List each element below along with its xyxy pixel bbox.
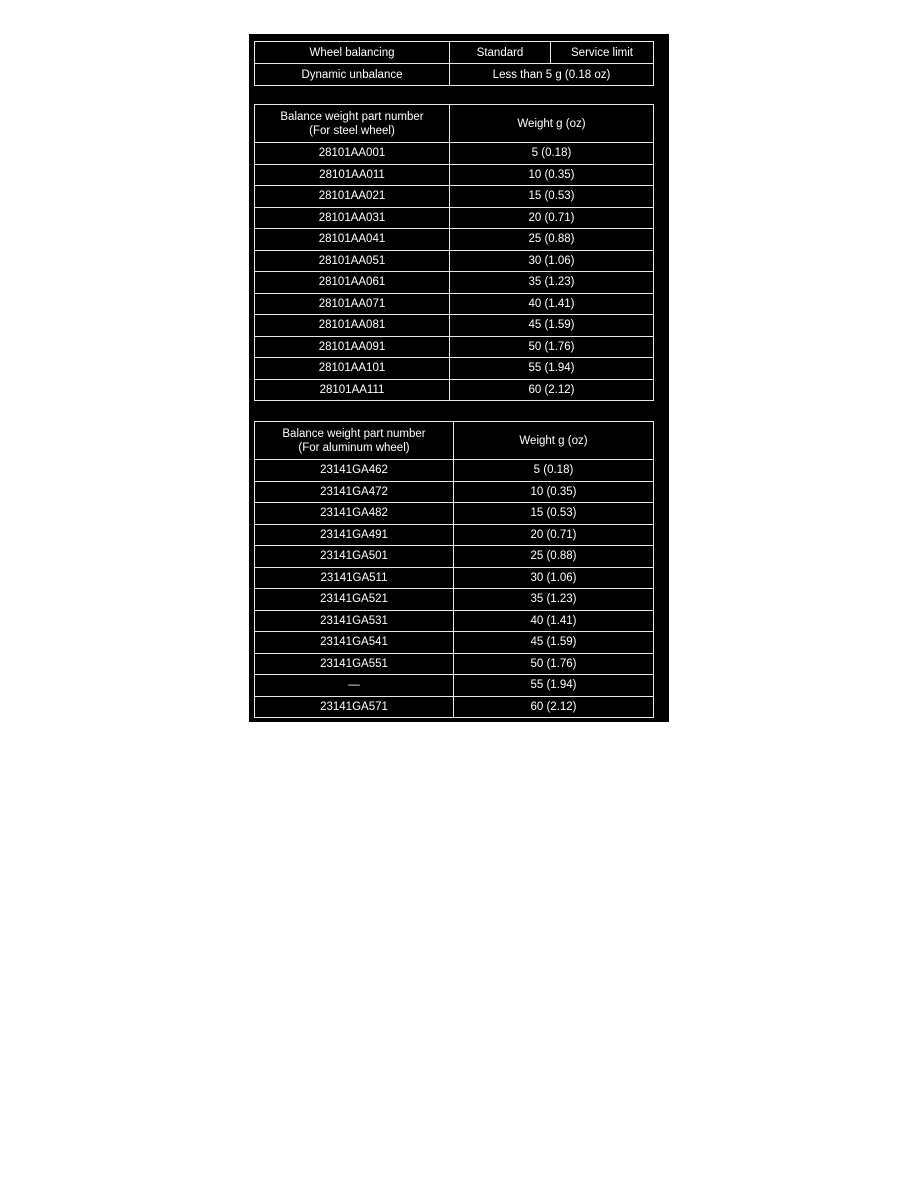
table-header-row	[255, 42, 654, 64]
part-number-cell: —	[255, 675, 454, 697]
weight-cell: 50 (1.76)	[450, 336, 654, 358]
header-wheel-balancing: Wheel balancing	[255, 42, 450, 64]
table-row	[255, 589, 654, 611]
table-row	[255, 610, 654, 632]
part-number-cell: 28101AA091	[255, 336, 450, 358]
part-number-cell: 23141GA462	[255, 460, 454, 482]
table-row	[255, 358, 654, 380]
weight-cell: 40 (1.41)	[450, 293, 654, 315]
part-number-cell: 28101AA001	[255, 143, 450, 165]
table-header-row	[255, 105, 654, 143]
part-number-cell: 28101AA021	[255, 186, 450, 208]
table-row	[255, 696, 654, 718]
weight-cell: 55 (1.94)	[450, 358, 654, 380]
table-row	[255, 675, 654, 697]
weight-cell: 45 (1.59)	[450, 315, 654, 337]
weight-cell: 30 (1.06)	[450, 250, 654, 272]
weight-cell: 55 (1.94)	[454, 675, 654, 697]
table-header-row	[255, 422, 654, 460]
table-row	[255, 186, 654, 208]
table-row	[255, 229, 654, 251]
weight-cell: 40 (1.41)	[454, 610, 654, 632]
weight-cell: 10 (0.35)	[450, 164, 654, 186]
header-part-number-label: Balance weight part number	[280, 110, 424, 123]
table-row	[255, 481, 654, 503]
table-row	[255, 524, 654, 546]
table-row	[255, 546, 654, 568]
header-part-number	[255, 105, 450, 143]
table-row	[255, 64, 654, 86]
part-number-cell: 23141GA531	[255, 610, 454, 632]
wheel-balancing-table	[254, 41, 654, 86]
part-number-cell: 28101AA051	[255, 250, 450, 272]
part-number-cell: 28101AA081	[255, 315, 450, 337]
steel-wheel-weights-table	[254, 104, 654, 401]
aluminum-wheel-weights-table	[254, 421, 654, 718]
part-number-cell: 28101AA031	[255, 207, 450, 229]
part-number-cell: 23141GA491	[255, 524, 454, 546]
header-part-number	[255, 422, 454, 460]
part-number-cell: 23141GA482	[255, 503, 454, 525]
header-standard: Standard	[450, 42, 551, 64]
part-number-cell: 23141GA511	[255, 567, 454, 589]
part-number-cell: 28101AA061	[255, 272, 450, 294]
header-service-limit: Service limit	[551, 42, 654, 64]
part-number-cell: 23141GA501	[255, 546, 454, 568]
table-row	[255, 207, 654, 229]
weight-cell: 20 (0.71)	[454, 524, 654, 546]
weight-cell: 15 (0.53)	[450, 186, 654, 208]
table-row	[255, 379, 654, 401]
table-row	[255, 164, 654, 186]
header-part-number-label: Balance weight part number	[282, 427, 426, 440]
table-row	[255, 336, 654, 358]
part-number-cell: 28101AA011	[255, 164, 450, 186]
weight-cell: 20 (0.71)	[450, 207, 654, 229]
table-row	[255, 272, 654, 294]
table-row	[255, 293, 654, 315]
weight-cell: 60 (2.12)	[450, 379, 654, 401]
weight-cell: 35 (1.23)	[454, 589, 654, 611]
header-part-number-sub: (For aluminum wheel)	[298, 441, 410, 454]
weight-cell: 25 (0.88)	[450, 229, 654, 251]
part-number-cell: 28101AA041	[255, 229, 450, 251]
part-number-cell: 23141GA571	[255, 696, 454, 718]
weight-cell: 50 (1.76)	[454, 653, 654, 675]
weight-cell: 45 (1.59)	[454, 632, 654, 654]
table-row	[255, 567, 654, 589]
table-row	[255, 653, 654, 675]
header-weight: Weight g (oz)	[454, 422, 654, 460]
weight-cell: 10 (0.35)	[454, 481, 654, 503]
table-row	[255, 460, 654, 482]
table-row	[255, 143, 654, 165]
header-part-number-sub: (For steel wheel)	[309, 124, 395, 137]
dynamic-unbalance-label: Dynamic unbalance	[255, 64, 450, 86]
weight-cell: 5 (0.18)	[450, 143, 654, 165]
weight-cell: 5 (0.18)	[454, 460, 654, 482]
table-row	[255, 632, 654, 654]
table-row	[255, 315, 654, 337]
part-number-cell: 23141GA521	[255, 589, 454, 611]
part-number-cell: 23141GA472	[255, 481, 454, 503]
weight-cell: 15 (0.53)	[454, 503, 654, 525]
header-weight: Weight g (oz)	[450, 105, 654, 143]
dynamic-unbalance-value: Less than 5 g (0.18 oz)	[450, 64, 654, 86]
part-number-cell: 28101AA071	[255, 293, 450, 315]
part-number-cell: 23141GA551	[255, 653, 454, 675]
table-row	[255, 503, 654, 525]
weight-cell: 60 (2.12)	[454, 696, 654, 718]
weight-cell: 30 (1.06)	[454, 567, 654, 589]
part-number-cell: 28101AA111	[255, 379, 450, 401]
weight-cell: 35 (1.23)	[450, 272, 654, 294]
table-row	[255, 250, 654, 272]
weight-cell: 25 (0.88)	[454, 546, 654, 568]
part-number-cell: 23141GA541	[255, 632, 454, 654]
part-number-cell: 28101AA101	[255, 358, 450, 380]
